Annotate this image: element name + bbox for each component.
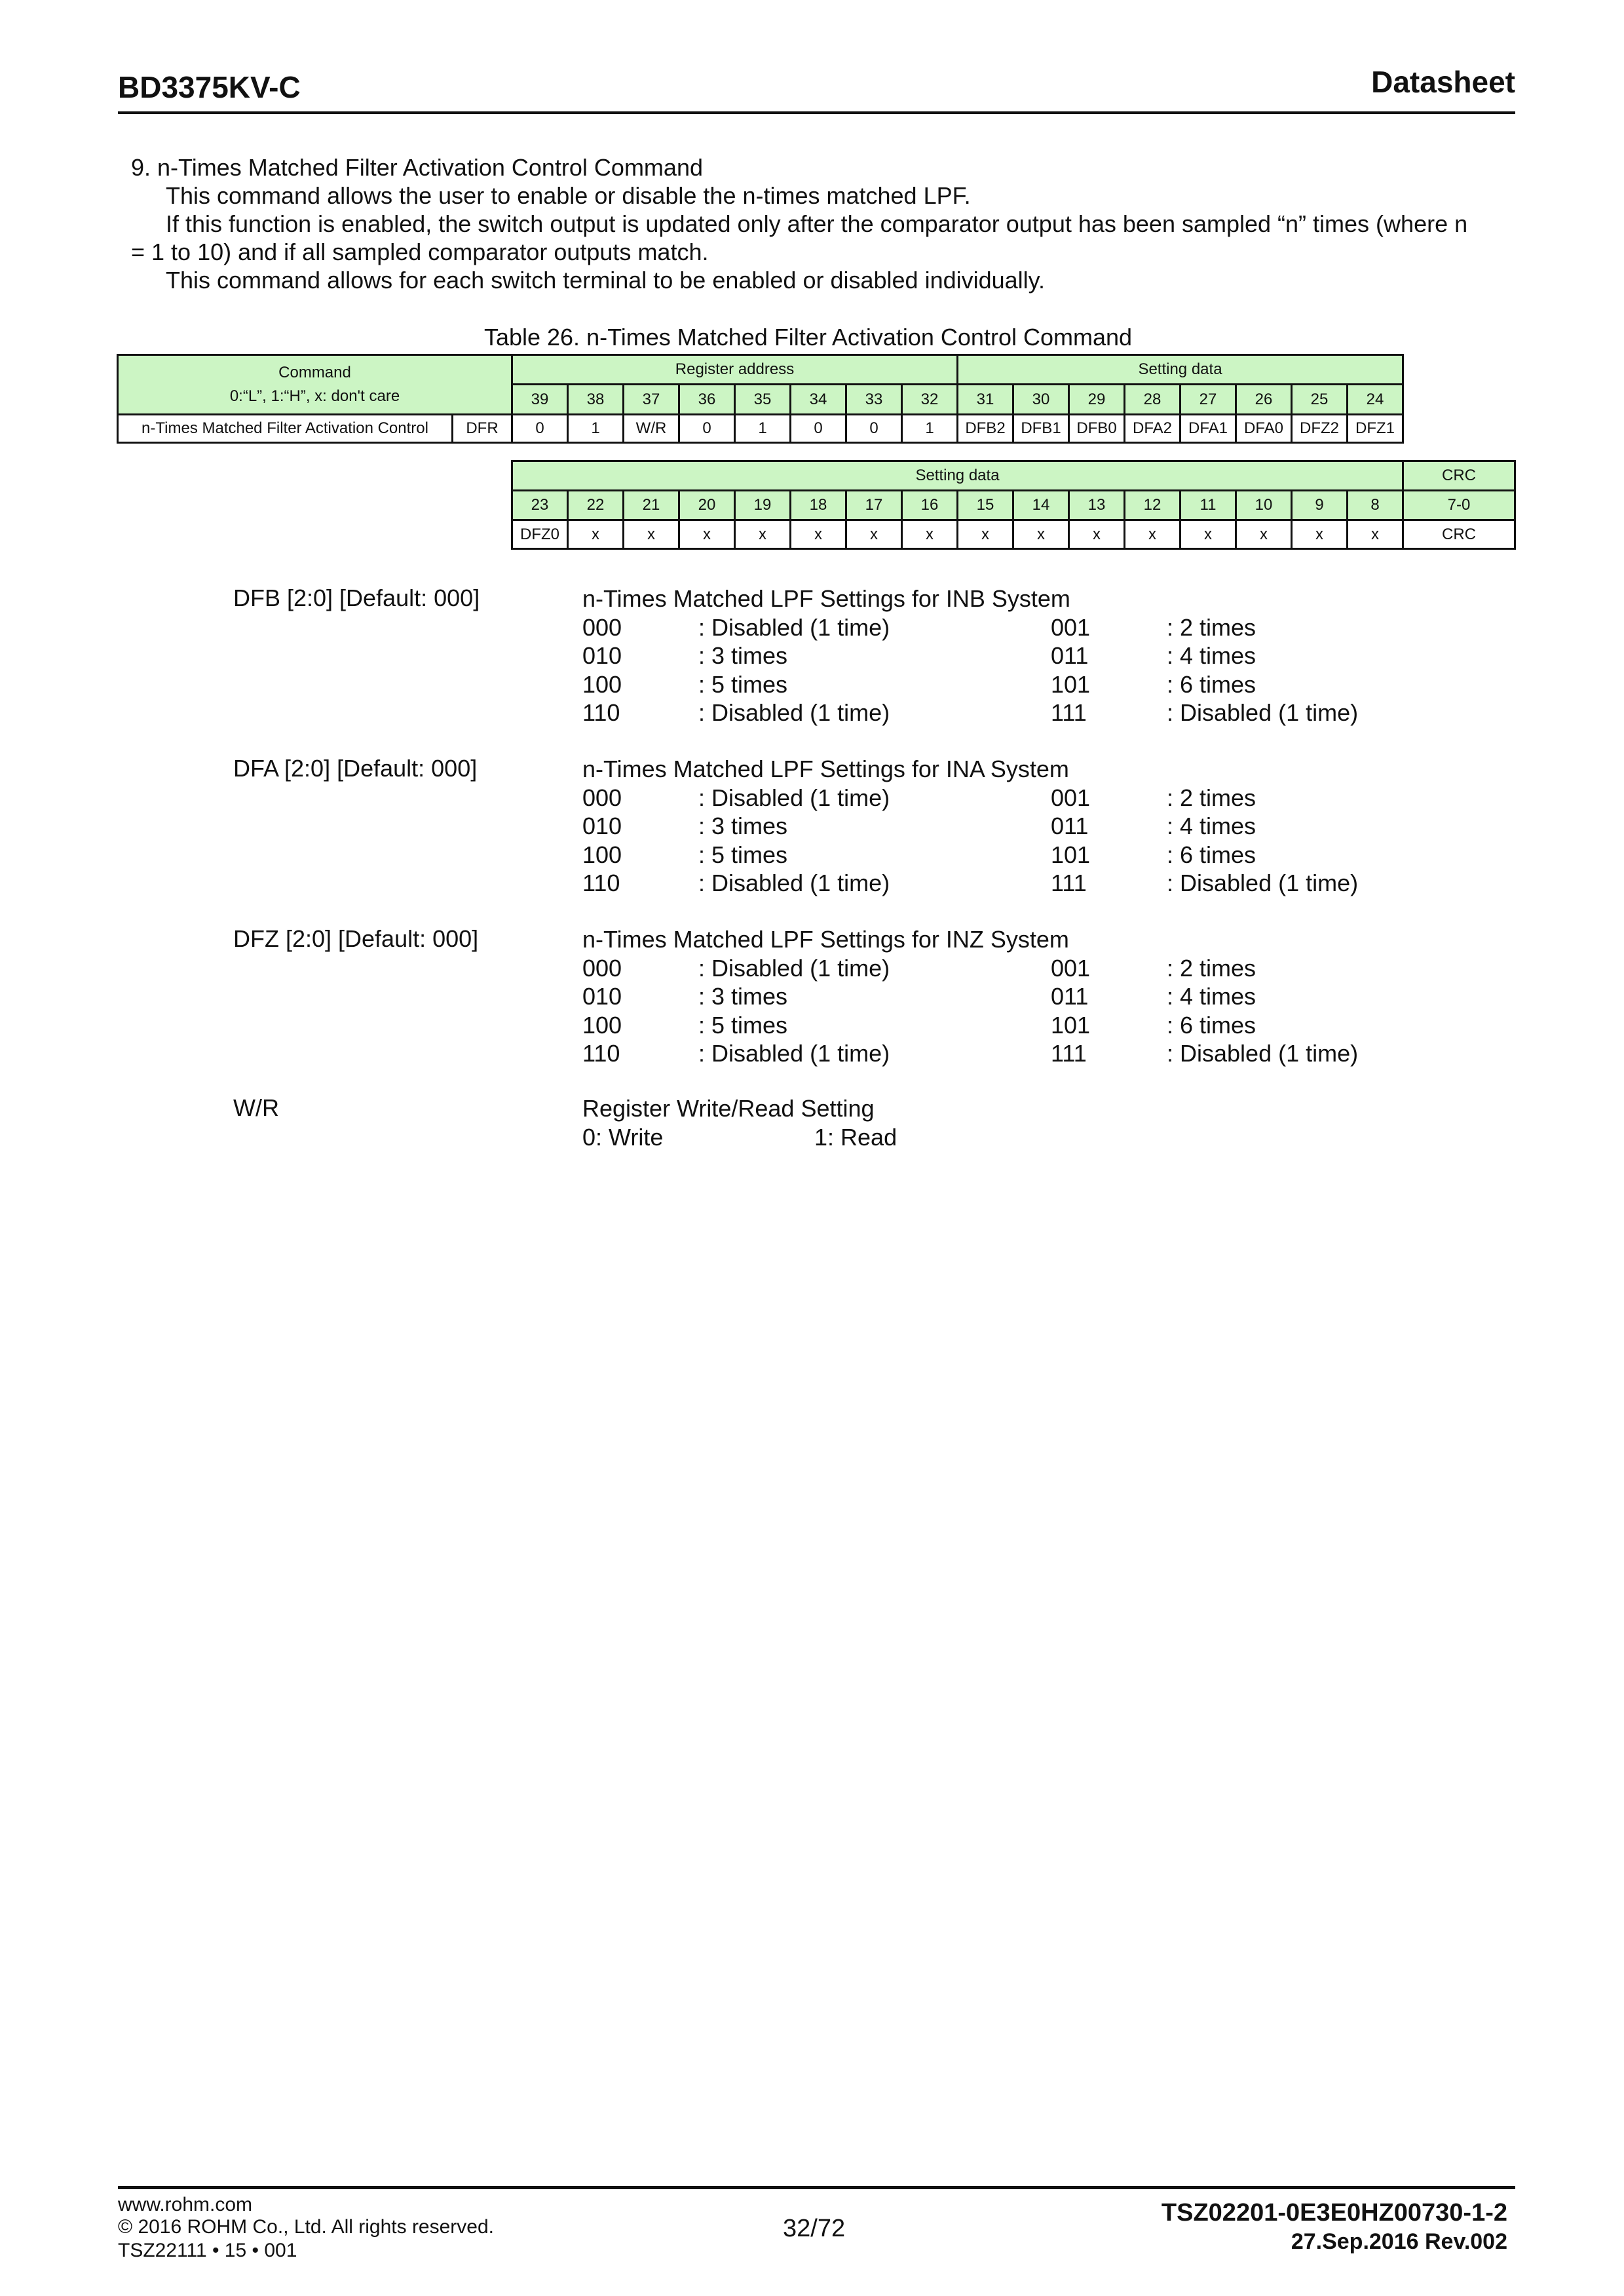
code-value: 100	[582, 841, 622, 868]
code-value: 110	[582, 1040, 620, 1067]
bit-number-cell: 28	[1125, 385, 1180, 415]
bit-value-cell: 0	[512, 415, 568, 443]
section-line: If this function is enabled, the switch output is updated only after the comparator output has been sampled “n” times (where n	[166, 210, 1468, 237]
command-table-upper	[117, 354, 1404, 444]
bit-value-cell: DFB0	[1069, 415, 1125, 443]
code-meaning: : Disabled (1 time)	[698, 870, 890, 896]
code-value: 010	[582, 642, 622, 669]
code-value: 110	[582, 870, 620, 896]
code-value: 001	[1051, 784, 1091, 811]
read-option: 1: Read	[814, 1123, 897, 1151]
write-option: 0: Write	[582, 1123, 664, 1151]
bit-number-cell: 20	[679, 491, 735, 520]
code-meaning: : 6 times	[1167, 1011, 1256, 1039]
bit-number-cell: 12	[1125, 491, 1180, 520]
command-name: n-Times Matched Filter Activation Control	[118, 415, 453, 443]
crc-bits-cell: 7-0	[1403, 491, 1515, 520]
table-caption: Table 26. n-Times Matched Filter Activation Control Command	[483, 324, 1133, 351]
bit-value-cell: x	[1292, 520, 1348, 549]
bit-value-cell: x	[1125, 520, 1180, 549]
code-meaning: : 3 times	[698, 983, 788, 1010]
bit-value-cell: 1	[568, 415, 624, 443]
code-value: 111	[1051, 699, 1087, 726]
code-value: 000	[582, 613, 622, 641]
code-value: 100	[582, 1011, 622, 1039]
code-meaning: : Disabled (1 time)	[698, 954, 890, 982]
bit-number-cell: 21	[624, 491, 679, 520]
code-value: 011	[1051, 642, 1089, 669]
bit-value-cell: DFA1	[1180, 415, 1236, 443]
crc-value-cell: CRC	[1403, 520, 1515, 549]
code-meaning: : 4 times	[1167, 642, 1256, 669]
bit-value-cell: x	[679, 520, 735, 549]
bit-number-cell: 14	[1013, 491, 1069, 520]
bit-value-cell: 1	[735, 415, 791, 443]
bit-number-cell: 16	[902, 491, 958, 520]
bit-number-cell: 11	[1180, 491, 1236, 520]
bit-number-cell: 31	[958, 385, 1013, 415]
code-meaning: : Disabled (1 time)	[1167, 699, 1359, 726]
bit-value-cell: 0	[679, 415, 735, 443]
code-meaning: : 4 times	[1167, 813, 1256, 839]
bit-number-cell: 38	[568, 385, 624, 415]
bit-number-cell: 35	[735, 385, 791, 415]
bit-value-cell: x	[735, 520, 791, 549]
field-name: DFB [2:0] [Default: 000]	[233, 584, 480, 611]
code-meaning: : 3 times	[698, 813, 788, 839]
code-meaning: : 5 times	[698, 670, 788, 698]
field-title: n-Times Matched LPF Settings for INB System	[582, 585, 1070, 612]
bit-value-cell: W/R	[624, 415, 679, 443]
field-name: DFA [2:0] [Default: 000]	[233, 755, 478, 782]
document-type: Datasheet	[1371, 65, 1515, 99]
bit-value-cell: 1	[902, 415, 958, 443]
bit-number-cell: 24	[1348, 385, 1403, 415]
code-meaning: : 2 times	[1167, 613, 1256, 641]
bit-value-cell: x	[791, 520, 846, 549]
bit-value-cell: x	[958, 520, 1013, 549]
bit-value-cell: DFA0	[1236, 415, 1292, 443]
bit-number-cell: 30	[1013, 385, 1069, 415]
date-revision: 27.Sep.2016 Rev.002	[1291, 2229, 1507, 2254]
bit-value-cell: DFZ1	[1348, 415, 1403, 443]
code-meaning: : 5 times	[698, 1011, 788, 1039]
section-intro	[131, 153, 1520, 294]
bit-value-cell: x	[1069, 520, 1125, 549]
bit-number-cell: 19	[735, 491, 791, 520]
code-value: 000	[582, 784, 622, 811]
code-value: 010	[582, 983, 622, 1010]
bit-number-cell: 39	[512, 385, 568, 415]
bit-number-cell: 36	[679, 385, 735, 415]
bit-value-cell: DFB1	[1013, 415, 1069, 443]
command-abbr: DFR	[453, 415, 512, 443]
bit-value-cell: DFZ2	[1292, 415, 1348, 443]
bit-value-cell: x	[568, 520, 624, 549]
form-code: TSZ22111 • 15 • 001	[118, 2240, 297, 2261]
section-line: This command allows for each switch terminal to be enabled or disabled individually.	[166, 267, 1046, 294]
code-meaning: : Disabled (1 time)	[698, 784, 890, 811]
code-value: 111	[1051, 870, 1087, 896]
code-meaning: : Disabled (1 time)	[698, 613, 890, 641]
bit-value-cell: x	[846, 520, 902, 549]
code-meaning: : 5 times	[698, 841, 788, 868]
field-title: Register Write/Read Setting	[582, 1095, 875, 1122]
document-number: TSZ02201-0E3E0HZ00730-1-2	[1161, 2199, 1507, 2227]
code-value: 101	[1051, 841, 1091, 868]
bit-value-cell: x	[1180, 520, 1236, 549]
register-address-header: Register address	[512, 355, 958, 385]
code-meaning: : Disabled (1 time)	[698, 699, 890, 726]
command-header-cell	[118, 355, 512, 415]
bit-number-cell: 27	[1180, 385, 1236, 415]
section-line: This command allows the user to enable or disable the n-times matched LPF.	[166, 182, 971, 209]
code-value: 110	[582, 699, 620, 726]
bit-number-cell: 15	[958, 491, 1013, 520]
part-number: BD3375KV-C	[118, 70, 301, 104]
bit-number-cell: 32	[902, 385, 958, 415]
website-link[interactable]: www.rohm.com	[118, 2194, 253, 2215]
field-name: W/R	[233, 1094, 279, 1121]
code-meaning: : 4 times	[1167, 983, 1256, 1010]
bit-number-cell: 8	[1348, 491, 1403, 520]
bit-value-cell: x	[1348, 520, 1403, 549]
bit-number-cell: 13	[1069, 491, 1125, 520]
bit-number-cell: 29	[1069, 385, 1125, 415]
bit-number-cell: 18	[791, 491, 846, 520]
bit-number-cell: 10	[1236, 491, 1292, 520]
bit-number-cell: 22	[568, 491, 624, 520]
code-meaning: : 6 times	[1167, 670, 1256, 698]
bit-value-cell: DFB2	[958, 415, 1013, 443]
code-value: 011	[1051, 983, 1089, 1010]
bit-value-cell: x	[1236, 520, 1292, 549]
page-number: 32/72	[783, 2215, 846, 2242]
code-value: 001	[1051, 613, 1091, 641]
bit-number-cell: 23	[512, 491, 568, 520]
code-meaning: : 6 times	[1167, 841, 1256, 868]
bit-number-cell: 9	[1292, 491, 1348, 520]
bit-value-cell: x	[624, 520, 679, 549]
code-value: 011	[1051, 813, 1089, 839]
bit-value-cell: DFA2	[1125, 415, 1180, 443]
code-meaning: : Disabled (1 time)	[698, 1040, 890, 1067]
bit-value-cell: 0	[791, 415, 846, 443]
code-value: 101	[1051, 1011, 1091, 1039]
bit-value-cell: DFZ0	[512, 520, 568, 549]
crc-header: CRC	[1403, 461, 1515, 491]
code-meaning: : 2 times	[1167, 784, 1256, 811]
header-rule	[118, 111, 1515, 114]
bit-number-cell: 26	[1236, 385, 1292, 415]
section-title: 9. n-Times Matched Filter Activation Control Command	[131, 154, 703, 181]
copyright: © 2016 ROHM Co., Ltd. All rights reserved.	[118, 2216, 494, 2238]
code-value: 100	[582, 670, 622, 698]
code-value: 001	[1051, 954, 1091, 982]
code-value: 111	[1051, 1040, 1087, 1067]
section-line: = 1 to 10) and if all sampled comparator outputs match.	[131, 239, 709, 265]
code-meaning: : 2 times	[1167, 954, 1256, 982]
bit-number-cell: 34	[791, 385, 846, 415]
code-value: 000	[582, 954, 622, 982]
bit-value-cell: x	[902, 520, 958, 549]
footer-rule	[118, 2186, 1515, 2189]
bit-number-cell: 33	[846, 385, 902, 415]
code-value: 101	[1051, 670, 1091, 698]
command-header: Command	[278, 364, 351, 381]
field-name: DFZ [2:0] [Default: 000]	[233, 925, 479, 952]
field-title: n-Times Matched LPF Settings for INZ System	[582, 926, 1069, 953]
code-meaning: : 3 times	[698, 642, 788, 669]
bit-value-cell: x	[1013, 520, 1069, 549]
setting-data-header-2: Setting data	[512, 461, 1403, 491]
field-title: n-Times Matched LPF Settings for INA System	[582, 756, 1069, 782]
bit-value-cell: 0	[846, 415, 902, 443]
command-table-lower	[511, 460, 1516, 550]
bit-number-cell: 17	[846, 491, 902, 520]
command-legend: 0:“L”, 1:“H”, x: don't care	[229, 387, 400, 405]
setting-data-header: Setting data	[958, 355, 1403, 385]
bit-number-cell: 25	[1292, 385, 1348, 415]
bit-number-cell: 37	[624, 385, 679, 415]
code-meaning: : Disabled (1 time)	[1167, 870, 1359, 896]
code-meaning: : Disabled (1 time)	[1167, 1040, 1359, 1067]
code-value: 010	[582, 813, 622, 839]
